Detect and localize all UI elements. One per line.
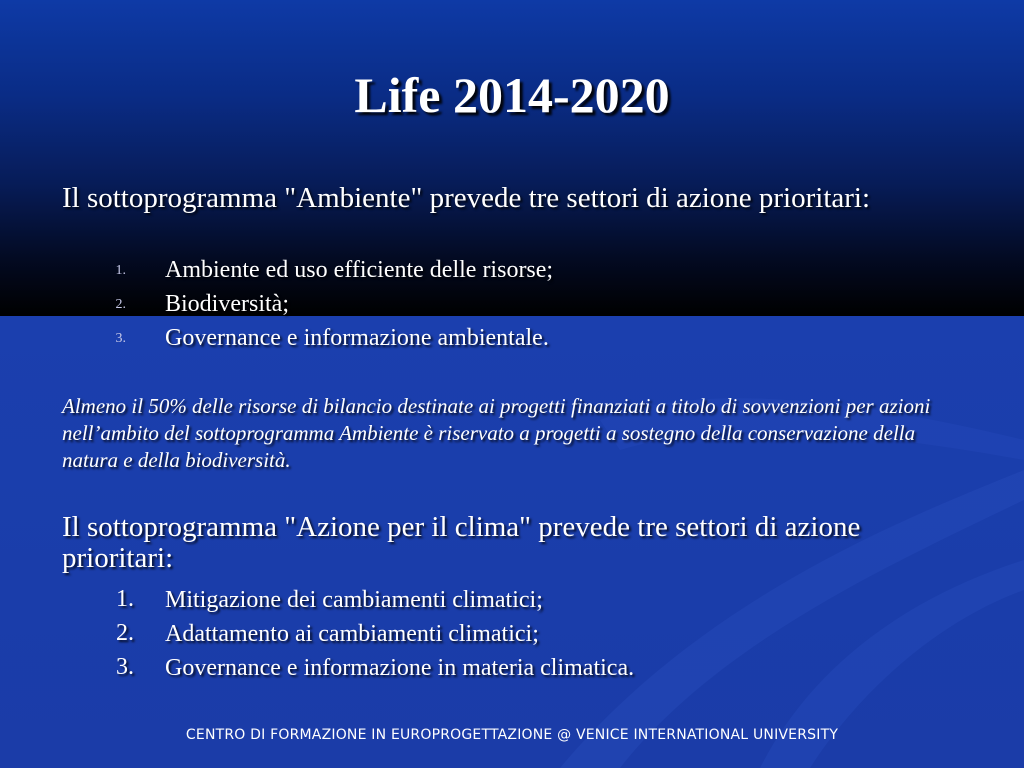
list-text: Mitigazione dei cambiamenti climatici; (165, 587, 543, 613)
list-number: 2. (115, 297, 126, 312)
list-number: 3. (115, 331, 126, 346)
footer-text: CENTRO DI FORMAZIONE IN EUROPROGETTAZIONE @ VENICE INTERNATIONAL UNIVERSITY (185, 727, 839, 743)
list-number: 3. (116, 654, 134, 680)
budget-note: Almeno il 50% delle risorse di bilancio destinate ai progetti finanziati a titolo di sovvenzioni per azioni nell’ambito del sottoprogramma Ambiente è riservato a progetti a sostegno della conservazione della natura e della biodiversità. (62, 394, 931, 472)
list-number: 1. (116, 586, 134, 612)
list-text: Governance e informazione ambientale. (165, 325, 549, 351)
list-text: Adattamento ai cambiamenti climatici; (165, 621, 539, 647)
clima-intro: Il sottoprogramma "Azione per il clima" prevede tre settori di azione prioritari: (62, 511, 861, 574)
list-text: Governance e informazione in materia climatica. (165, 655, 635, 681)
list-text: Biodiversità; (165, 291, 289, 317)
list-text: Ambiente ed uso efficiente delle risorse; (165, 257, 554, 283)
ambiente-intro: Il sottoprogramma "Ambiente" prevede tre settori di azione prioritari: (62, 182, 871, 214)
list-number: 1. (115, 263, 126, 278)
list-number: 2. (116, 620, 134, 646)
slide-title: Life 2014-2020 (354, 67, 670, 123)
